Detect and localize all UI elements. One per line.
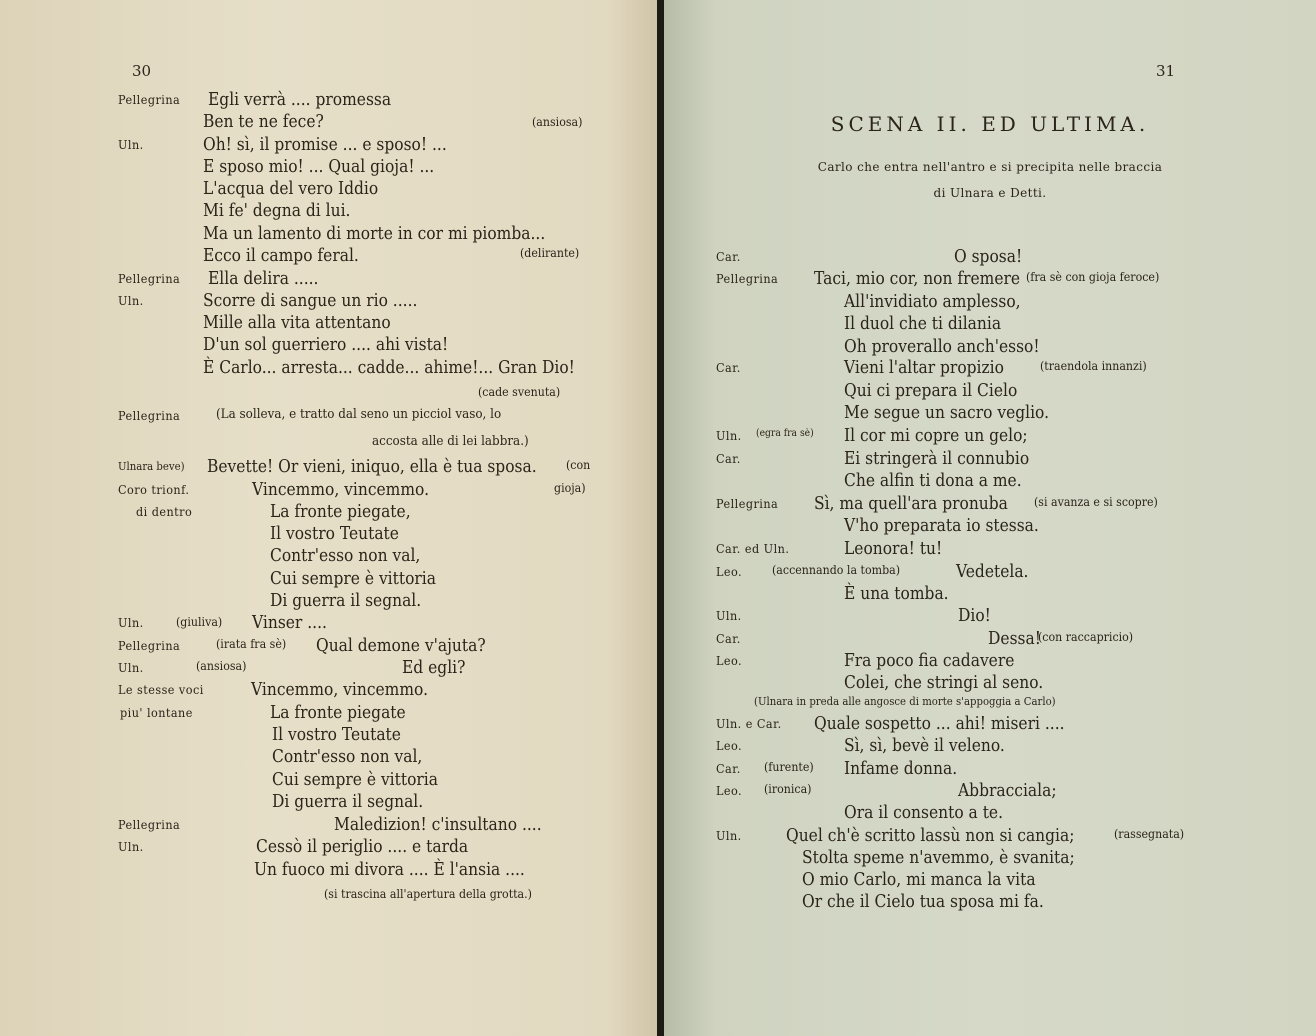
stage-direction: Carlo che entra nell'antro e si precipita nelle braccia xyxy=(817,160,1163,174)
verse-line: La fronte piegate xyxy=(270,702,406,723)
speaker-label: Pellegrina xyxy=(716,496,779,511)
verse-line: V'ho preparata io stessa. xyxy=(844,515,1039,536)
verse-line: Il vostro Teutate xyxy=(272,724,401,745)
speaker-label: Uln. xyxy=(716,608,742,623)
verse-line: Vedetela. xyxy=(956,561,1029,582)
verse-line: Scorre di sangue un rio ..... xyxy=(203,290,418,311)
speaker-label: Car. xyxy=(716,451,741,466)
verse-line: Or che il Cielo tua sposa mi fa. xyxy=(802,891,1044,912)
verse-line: Bevette! Or vieni, iniquo, ella è tua sposa. xyxy=(207,456,537,477)
speaker-label: Leo. xyxy=(716,783,743,798)
speaker-label: Car. xyxy=(716,761,741,776)
verse-line: E sposo mio! ... Qual gioja! ... xyxy=(203,156,435,177)
speaker-label: Pellegrina xyxy=(118,817,181,832)
verse-line: Quel ch'è scritto lassù non si cangia; xyxy=(786,825,1075,846)
stage-direction: (traendola innanzi) xyxy=(1040,359,1147,373)
stage-direction: (furente) xyxy=(764,760,814,774)
verse-line: O mio Carlo, mi manca la vita xyxy=(802,869,1036,890)
speaker-label: Leo. xyxy=(716,564,743,579)
speaker-label: Uln. xyxy=(118,660,144,675)
stage-direction: (ansiosa) xyxy=(196,659,247,673)
speaker-label: Leo. xyxy=(716,653,743,668)
page-number: 31 xyxy=(1156,62,1176,80)
verse-line: Il cor mi copre un gelo; xyxy=(844,425,1028,446)
speaker-label: Leo. xyxy=(716,738,743,753)
verse-line: Ei stringerà il connubio xyxy=(844,448,1030,469)
verse-line: Sì, sì, bevè il veleno. xyxy=(844,735,1005,756)
verse-line: Cui sempre è vittoria xyxy=(270,568,436,589)
verse-line: Stolta speme n'avemmo, è svanita; xyxy=(802,847,1075,868)
verse-line: Di guerra il segnal. xyxy=(272,791,424,812)
verse-line: Leonora! tu! xyxy=(844,538,943,559)
verse-line: O sposa! xyxy=(954,246,1023,267)
stage-direction: (con xyxy=(566,458,591,472)
stage-direction: (fra sè con gioja feroce) xyxy=(1026,270,1160,284)
verse-line: Ecco il campo feral. xyxy=(203,245,359,266)
stage-direction: (ansiosa) xyxy=(532,115,583,129)
verse-line: Vieni l'altar propizio xyxy=(844,357,1004,378)
stage-direction: (si trascina all'apertura della grotta.) xyxy=(324,887,532,901)
stage-direction: (accennando la tomba) xyxy=(772,563,901,577)
verse-line: Vincemmo, vincemmo. xyxy=(251,679,429,700)
verse-line: Il vostro Teutate xyxy=(270,523,399,544)
stage-direction: (cade svenuta) xyxy=(478,385,561,399)
speaker-label: Uln. xyxy=(118,615,144,630)
right-page xyxy=(664,0,1316,1036)
speaker-label: Uln. xyxy=(716,828,742,843)
verse-line: Taci, mio cor, non fremere xyxy=(814,268,1021,289)
verse-line: Ma un lamento di morte in cor mi piomba... xyxy=(203,223,546,244)
stage-direction: gioja) xyxy=(554,481,586,495)
verse-line: Vincemmo, vincemmo. xyxy=(252,479,430,500)
verse-line: Cessò il periglio .... e tarda xyxy=(256,836,469,857)
stage-direction: accosta alle di lei labbra.) xyxy=(372,434,529,449)
verse-line: Sì, ma quell'ara pronuba xyxy=(814,493,1008,514)
speaker-label: Pellegrina xyxy=(118,92,181,107)
scene-title: SCENA II. ED ULTIMA. xyxy=(830,112,1150,136)
speaker-label: Le stesse voci xyxy=(118,682,204,697)
verse-line: Di guerra il segnal. xyxy=(270,590,422,611)
verse-line: Oh proverallo anch'esso! xyxy=(844,336,1040,357)
stage-direction: (irata fra sè) xyxy=(216,637,287,651)
verse-line: Ed egli? xyxy=(402,657,466,678)
speaker-label: Pellegrina xyxy=(118,408,181,423)
speaker-label: piu' lontane xyxy=(120,705,193,720)
speaker-label: Car. xyxy=(716,631,741,646)
verse-line: La fronte piegate, xyxy=(270,501,411,522)
speaker-label: Car. ed Uln. xyxy=(716,541,790,556)
verse-line: È Carlo... arresta... cadde... ahime!... Gran Dio! xyxy=(203,357,575,378)
speaker-label: Uln. e Car. xyxy=(716,716,782,731)
stage-direction: di Ulnara e Detti. xyxy=(933,186,1047,200)
stage-direction: Ulnara beve) xyxy=(118,460,185,473)
verse-line: Ora il consento a te. xyxy=(844,802,1004,823)
verse-line: All'invidiato amplesso, xyxy=(844,291,1021,312)
speaker-label: di dentro xyxy=(136,504,193,519)
stage-direction: (egra fra sè) xyxy=(756,428,814,439)
page-number: 30 xyxy=(132,62,152,80)
speaker-label: Uln. xyxy=(118,293,144,308)
verse-line: Fra poco fia cadavere xyxy=(844,650,1015,671)
verse-line: Qui ci prepara il Cielo xyxy=(844,380,1018,401)
stage-direction: (rassegnata) xyxy=(1114,827,1185,841)
verse-line: Oh! sì, il promise ... e sposo! ... xyxy=(203,134,447,155)
verse-line: Colei, che stringi al seno. xyxy=(844,672,1044,693)
verse-line: L'acqua del vero Iddio xyxy=(203,178,379,199)
verse-line: Maledizion! c'insultano .... xyxy=(334,814,542,835)
verse-line: Ben te ne fece? xyxy=(203,111,324,132)
verse-line: Egli verrà .... promessa xyxy=(208,89,392,110)
verse-line: Il duol che ti dilania xyxy=(844,313,1002,334)
verse-line: Che alfin ti dona a me. xyxy=(844,470,1022,491)
speaker-label: Pellegrina xyxy=(118,271,181,286)
verse-line: Contr'esso non val, xyxy=(272,746,423,767)
verse-line: Cui sempre è vittoria xyxy=(272,769,438,790)
verse-line: Un fuoco mi divora .... È l'ansia .... xyxy=(254,859,525,880)
verse-line: Contr'esso non val, xyxy=(270,545,421,566)
speaker-label: Uln. xyxy=(118,137,144,152)
verse-line: Mi fe' degna di lui. xyxy=(203,200,351,221)
verse-line: Quale sospetto ... ahi! miseri .... xyxy=(814,713,1065,734)
stage-direction: (giuliva) xyxy=(176,615,223,629)
verse-line: Vinser .... xyxy=(252,612,327,633)
stage-direction: (con raccapricio) xyxy=(1038,630,1134,644)
verse-line: Infame donna. xyxy=(844,758,958,779)
stage-direction: (delirante) xyxy=(520,246,580,260)
verse-line: Qual demone v'ajuta? xyxy=(316,635,486,656)
verse-line: È una tomba. xyxy=(844,583,949,604)
speaker-label: Pellegrina xyxy=(716,271,779,286)
speaker-label: Uln. xyxy=(118,839,144,854)
speaker-label: Car. xyxy=(716,360,741,375)
verse-line: Dio! xyxy=(958,605,991,626)
stage-direction: (ironica) xyxy=(764,782,812,796)
speaker-label: Uln. xyxy=(716,428,742,443)
verse-line: Dessa! xyxy=(988,628,1041,649)
stage-direction: (Ulnara in preda alle angosce di morte s'appoggia a Carlo) xyxy=(754,695,1056,708)
stage-direction: (si avanza e si scopre) xyxy=(1034,495,1158,509)
speaker-label: Car. xyxy=(716,249,741,264)
verse-line: D'un sol guerriero .... ahi vista! xyxy=(203,334,449,355)
verse-line: Abbracciala; xyxy=(958,780,1057,801)
verse-line: Mille alla vita attentano xyxy=(203,312,391,333)
speaker-label: Coro trionf. xyxy=(118,482,190,497)
stage-direction: (La solleva, e tratto dal seno un picciol vaso, lo xyxy=(216,407,502,422)
speaker-label: Pellegrina xyxy=(118,638,181,653)
verse-line: Me segue un sacro veglio. xyxy=(844,402,1050,423)
verse-line: Ella delira ..... xyxy=(208,268,319,289)
